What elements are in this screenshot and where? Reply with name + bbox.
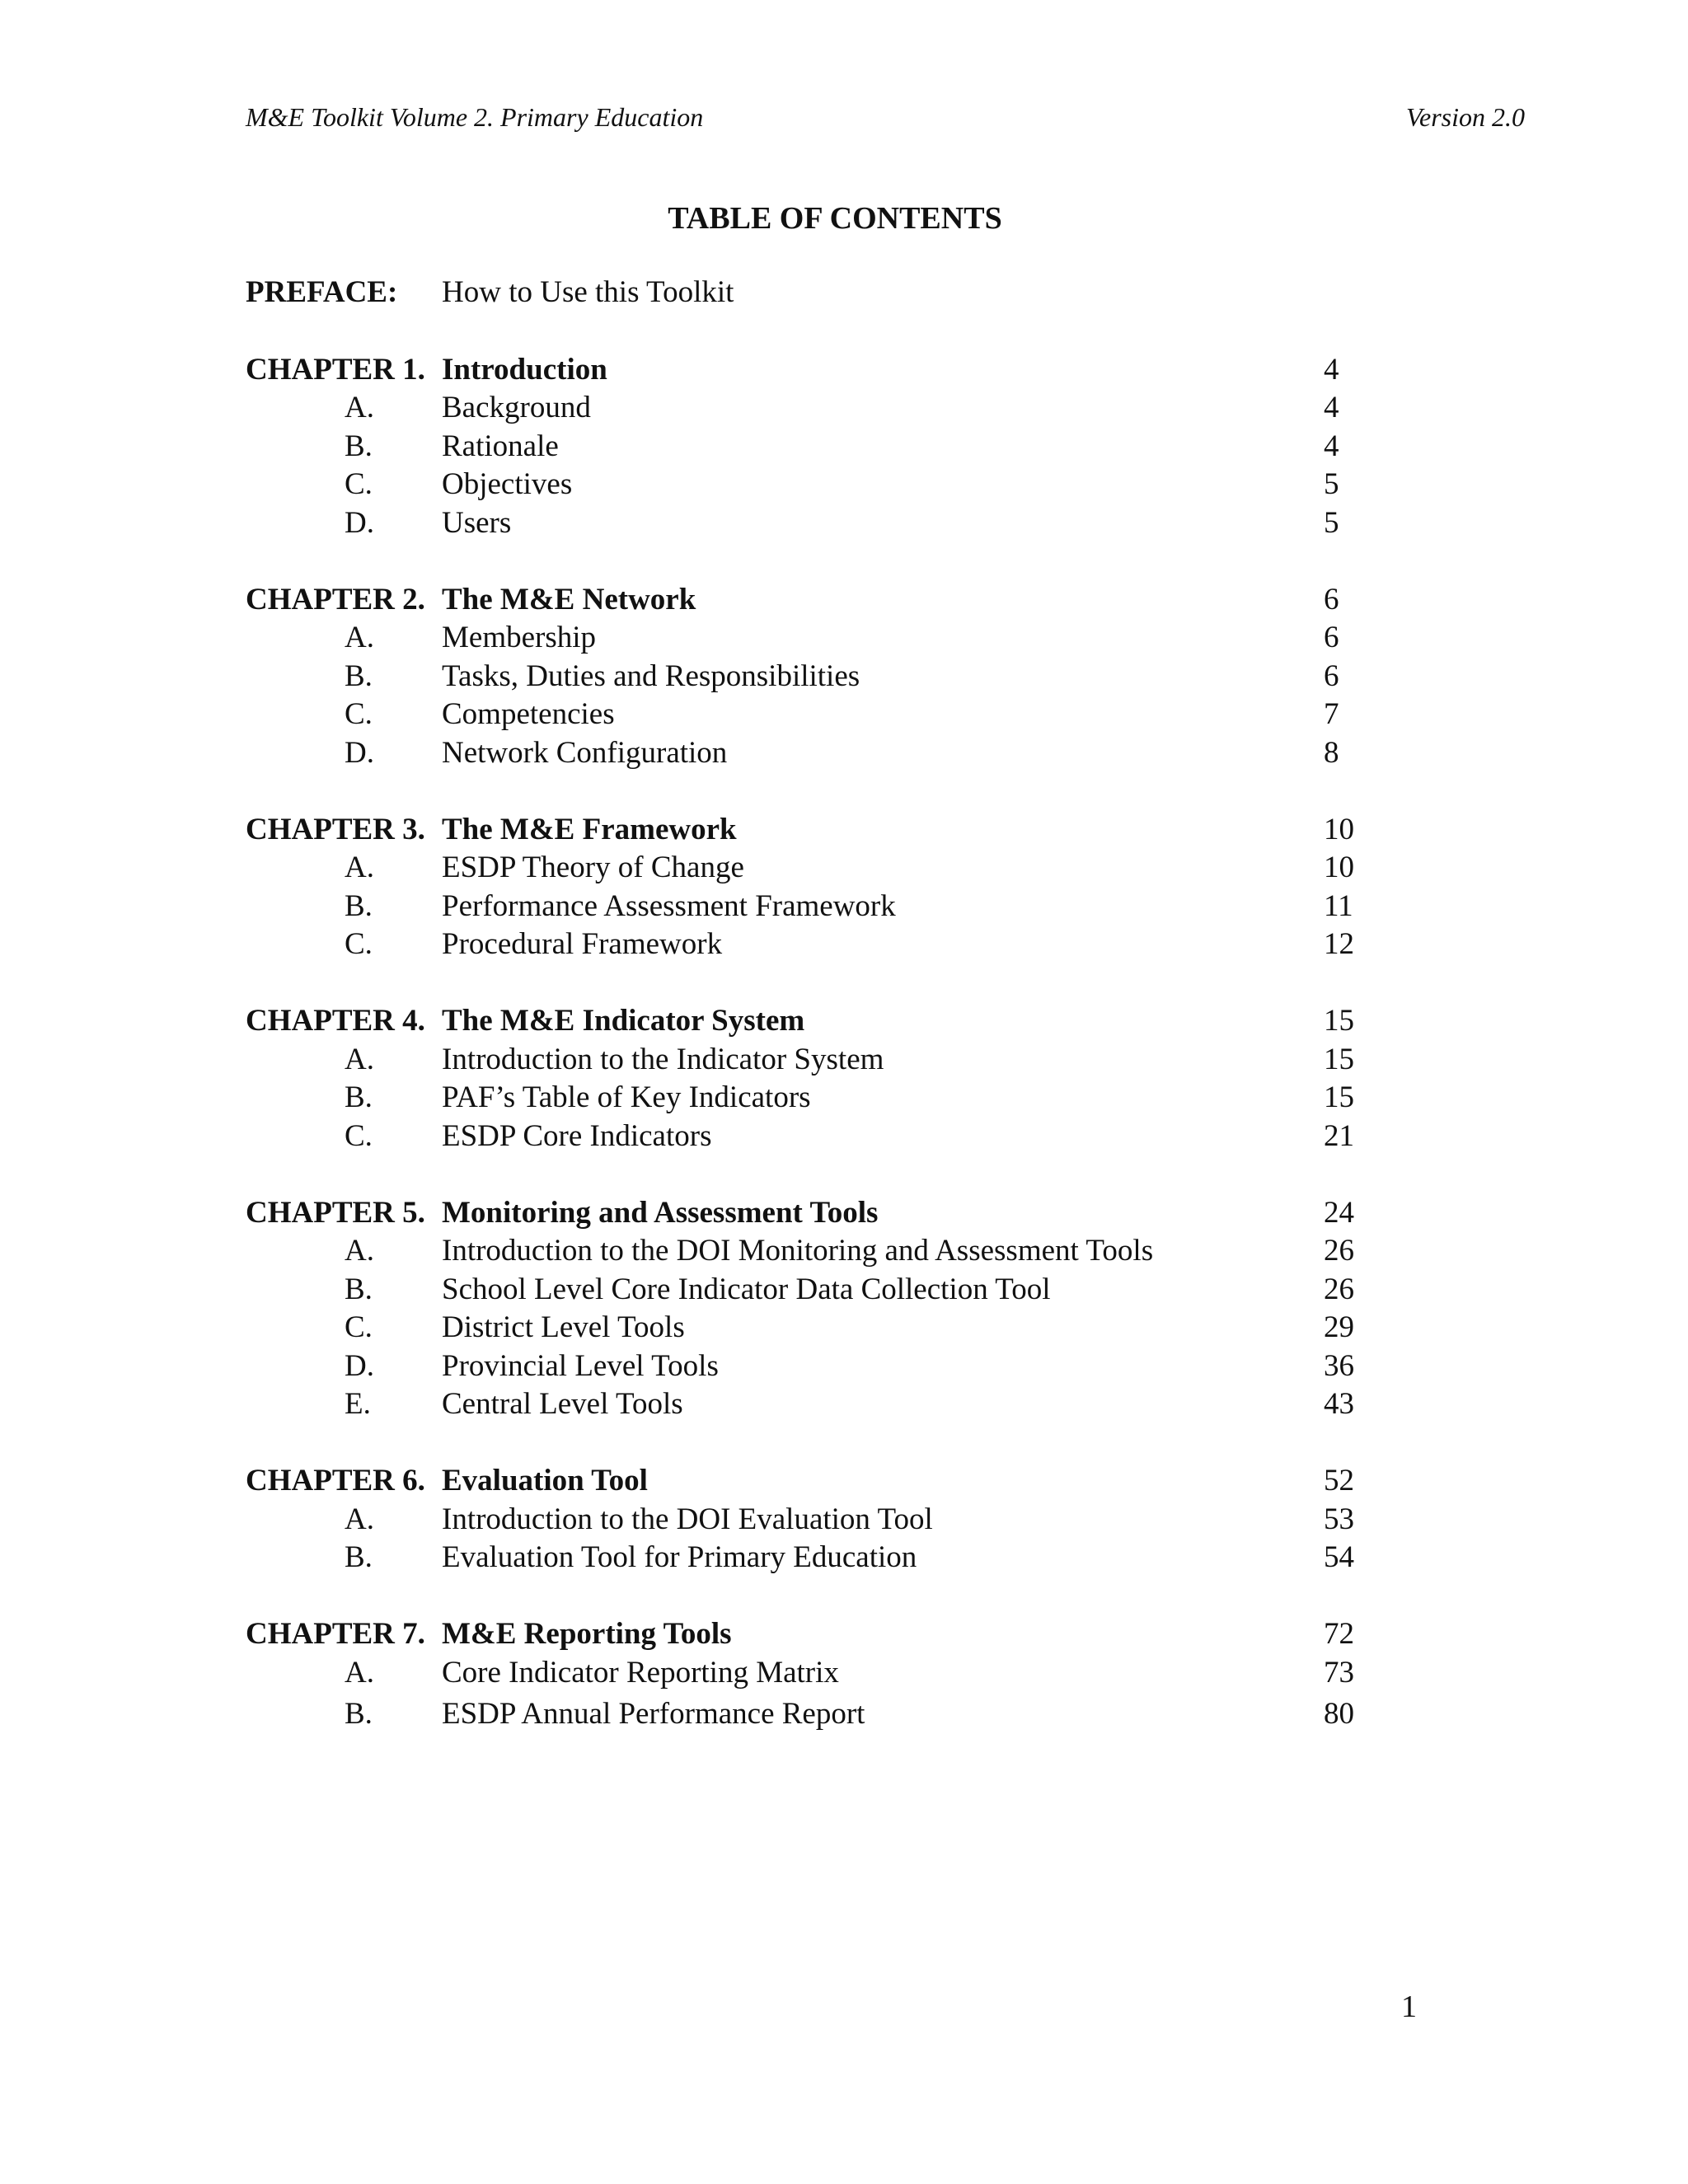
page-number: 1 [1401, 1990, 1417, 2024]
chapter-page-number: 72 [1324, 1617, 1354, 1651]
chapter-title: Evaluation Tool [442, 1464, 648, 1497]
chapter-page-number: 6 [1324, 582, 1339, 616]
section-page-number: 12 [1324, 927, 1354, 961]
chapter-page-number: 4 [1324, 352, 1339, 387]
chapter-title: The M&E Framework [442, 812, 737, 846]
chapter-label: CHAPTER 1. [246, 352, 425, 387]
section-title: Tasks, Duties and Responsibilities [442, 658, 860, 693]
section-letter: D. [345, 1348, 374, 1383]
section-page-number: 73 [1324, 1655, 1354, 1690]
section-page-number: 7 [1324, 697, 1339, 731]
section-entry [246, 696, 1383, 734]
section-page-number: 5 [1324, 467, 1339, 501]
chapter-block [246, 1194, 1383, 1424]
chapter-entry [246, 811, 1383, 850]
section-entry [246, 1271, 1383, 1310]
section-entry [246, 849, 1383, 888]
section-title: ESDP Annual Performance Report [442, 1697, 865, 1731]
section-letter: B. [345, 888, 373, 923]
section-page-number: 80 [1324, 1697, 1354, 1731]
section-letter: D. [345, 735, 374, 770]
section-page-number: 6 [1324, 621, 1339, 654]
section-entry [246, 1385, 1383, 1424]
section-entry [246, 504, 1383, 543]
section-page-number: 21 [1324, 1118, 1354, 1153]
preface-entry [246, 274, 1383, 312]
section-title: Background [442, 391, 591, 424]
section-entry [246, 1041, 1383, 1080]
section-page-number: 15 [1324, 1042, 1354, 1076]
chapter-entry [246, 351, 1383, 390]
section-entry [246, 389, 1383, 428]
chapter-block [246, 581, 1383, 773]
section-page-number: 6 [1324, 658, 1339, 693]
section-letter: A. [345, 851, 374, 884]
section-page-number: 11 [1324, 888, 1353, 923]
header-version: Version 2.0 [1406, 102, 1525, 132]
section-title: Evaluation Tool for Primary Education [442, 1540, 917, 1574]
section-letter: A. [345, 1234, 374, 1268]
section-title: Objectives [442, 467, 573, 501]
chapter-label: CHAPTER 5. [246, 1195, 425, 1230]
section-letter: B. [345, 429, 373, 463]
chapter-entry [246, 581, 1383, 620]
section-entry [246, 926, 1383, 964]
section-title: Introduction to the DOI Evaluation Tool [442, 1502, 933, 1536]
section-page-number: 5 [1324, 505, 1339, 540]
section-title: ESDP Core Indicators [442, 1118, 712, 1153]
section-entry [246, 1079, 1383, 1118]
chapter-page-number: 15 [1324, 1004, 1354, 1038]
section-letter: B. [345, 1080, 373, 1114]
chapter-block [246, 351, 1383, 543]
chapter-entry [246, 1002, 1383, 1041]
section-entry [246, 658, 1383, 696]
chapter-page-number: 52 [1324, 1464, 1354, 1497]
chapter-title: M&E Reporting Tools [442, 1617, 732, 1651]
chapter-entry [246, 1194, 1383, 1233]
section-title: Introduction to the DOI Monitoring and Assessment Tools [442, 1234, 1154, 1268]
section-page-number: 8 [1324, 735, 1339, 770]
section-title: Central Level Tools [442, 1387, 683, 1421]
chapter-block [246, 811, 1383, 964]
page-title: TABLE OF CONTENTS [668, 201, 1002, 236]
chapter-label: CHAPTER 4. [246, 1004, 425, 1038]
preface-title: How to Use this Toolkit [442, 275, 734, 309]
section-letter: C. [345, 1118, 373, 1153]
running-header [246, 99, 1525, 135]
chapter-label: CHAPTER 3. [246, 812, 425, 846]
section-page-number: 43 [1324, 1387, 1354, 1421]
chapter-title: Monitoring and Assessment Tools [442, 1195, 879, 1230]
section-letter: B. [345, 658, 373, 693]
chapter-title: The M&E Indicator System [442, 1004, 805, 1038]
chapter-label: CHAPTER 2. [246, 582, 425, 616]
section-letter: A. [345, 1042, 374, 1076]
section-entry [246, 1232, 1383, 1271]
section-page-number: 10 [1324, 851, 1354, 884]
section-title: School Level Core Indicator Data Collection Tool [442, 1272, 1051, 1306]
section-page-number: 26 [1324, 1234, 1354, 1268]
section-letter: B. [345, 1272, 373, 1306]
preface-label: PREFACE: [246, 275, 398, 309]
section-title: Membership [442, 621, 597, 654]
section-entry [246, 734, 1383, 773]
section-page-number: 36 [1324, 1348, 1354, 1383]
chapter-block [246, 1462, 1383, 1577]
section-entry [246, 1347, 1383, 1386]
section-entry [246, 1695, 1383, 1734]
chapter-label: CHAPTER 7. [246, 1617, 425, 1651]
section-entry [246, 619, 1383, 658]
table-of-contents [246, 274, 1383, 1772]
section-title: Rationale [442, 429, 559, 463]
chapter-block [246, 1615, 1383, 1734]
section-title: Performance Assessment Framework [442, 888, 896, 923]
chapter-title: The M&E Network [442, 582, 696, 616]
section-letter: B. [345, 1697, 373, 1731]
section-page-number: 29 [1324, 1310, 1354, 1344]
chapter-label: CHAPTER 6. [246, 1464, 425, 1497]
section-title: Core Indicator Reporting Matrix [442, 1655, 839, 1690]
chapter-block [246, 1002, 1383, 1155]
section-letter: C. [345, 1310, 373, 1344]
section-entry [246, 466, 1383, 504]
section-letter: B. [345, 1540, 373, 1574]
chapter-page-number: 24 [1324, 1195, 1354, 1230]
chapter-page-number: 10 [1324, 812, 1354, 846]
section-title: Competencies [442, 697, 615, 731]
section-title: PAF’s Table of Key Indicators [442, 1080, 811, 1114]
section-title: Introduction to the Indicator System [442, 1042, 884, 1076]
section-entry [246, 1539, 1383, 1577]
section-letter: C. [345, 467, 373, 501]
section-letter: D. [345, 505, 374, 540]
section-entry [246, 888, 1383, 926]
section-letter: A. [345, 1655, 374, 1690]
section-entry [246, 1654, 1383, 1693]
section-page-number: 54 [1324, 1540, 1354, 1574]
section-letter: C. [345, 697, 373, 731]
section-entry [246, 428, 1383, 466]
section-page-number: 26 [1324, 1272, 1354, 1306]
chapter-entry [246, 1462, 1383, 1501]
section-page-number: 4 [1324, 391, 1339, 424]
chapter-entry [246, 1615, 1383, 1654]
section-letter: A. [345, 391, 374, 424]
section-page-number: 4 [1324, 429, 1339, 463]
section-title: ESDP Theory of Change [442, 851, 744, 884]
section-title: Procedural Framework [442, 927, 723, 961]
section-letter: A. [345, 621, 374, 654]
section-title: Network Configuration [442, 735, 728, 770]
section-title: Provincial Level Tools [442, 1348, 719, 1383]
section-entry [246, 1309, 1383, 1347]
section-entry [246, 1118, 1383, 1156]
chapter-title: Introduction [442, 352, 607, 387]
section-title: Users [442, 505, 512, 540]
section-letter: C. [345, 927, 373, 961]
section-title: District Level Tools [442, 1310, 685, 1344]
section-letter: A. [345, 1502, 374, 1536]
section-page-number: 15 [1324, 1080, 1354, 1114]
section-page-number: 53 [1324, 1502, 1354, 1536]
section-letter: E. [345, 1387, 371, 1421]
section-entry [246, 1501, 1383, 1540]
header-document-title: M&E Toolkit Volume 2. Primary Education [246, 102, 704, 132]
